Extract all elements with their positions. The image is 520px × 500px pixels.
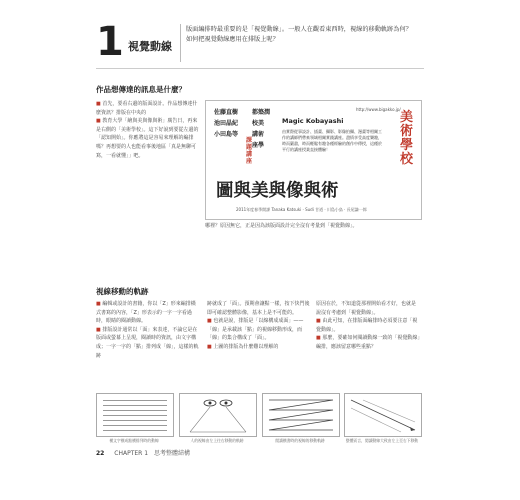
zigzag-diagram (263, 394, 339, 436)
chapter-label: CHAPTER 1 思考整體結構 (114, 450, 191, 457)
paragraph: ■ 編輯或設計的書籍，你以「Z」形來編排橫式書寫的內容，「Z」形表示的一字一字看過時，眼睛的閱讀動線。 (96, 301, 196, 325)
book-cover-image (205, 100, 422, 220)
header-rule (96, 68, 424, 69)
chapter-number: 1 (96, 19, 124, 65)
section-title-eye-movement: 視線移動的軌跡 (96, 287, 149, 296)
cover-english-name: Magic Kobayashi (282, 117, 344, 125)
figure-zigzag (262, 393, 340, 437)
cover-school-title: 美術學校 (400, 110, 414, 167)
header-divider (180, 24, 181, 62)
figure-caption: 閱讀橫書時的視線的移動軌跡 (275, 438, 325, 443)
page-number: 22 (96, 450, 105, 457)
paragraph: ■ 首先，要看右邊的版面設計。作品想傳達什麼資訊？排版在中央的 (96, 101, 198, 116)
section2-column-3 (316, 300, 420, 352)
paragraph: ■ 教育大學「繪與美與像與術」廣告日，再來是右側的「美術學校」。這下好說到要從左邊的「認知開始」。你應將這是容易來理解的編排嗎？再想要的人也能看事後地區「真是無聊可寫，一看就懂」」吧。 (96, 118, 199, 159)
figure-caption: 人的視線由左上往右移動的軌跡 (190, 438, 244, 443)
paragraph: ■ 由此可知，在排版面編排時必須要注意「視覺動線」。 (316, 318, 418, 333)
page-footer (96, 448, 190, 457)
chapter-title: 視覺動線 (128, 40, 172, 53)
figure-text-grid (96, 393, 174, 437)
paragraph: 原因在於，不知道從那裡開始看才好，也就是說沒有考慮到「視覺動線」。 (316, 301, 417, 316)
figure-strip (96, 393, 420, 441)
section2-column-1 (96, 300, 200, 360)
paragraph: ■ 上圖的排版為什麼難以理解的 (207, 343, 279, 350)
figure-caption: 整體而言，閱讀動線大致由左上至右下移動 (345, 438, 419, 443)
chapter-intro: 版面編排時最重要的是「視覺動線」。一般人在觀看東西時，視線的移動軌跡為何？如何把視覺動線應用在排版上呢？ (186, 26, 412, 43)
cover-vertical-label: 課題講座 (246, 137, 253, 165)
section2-column-2 (207, 300, 311, 352)
paragraph: ■ 那麼，要確如何閱讀動線一致的「視覺動線」編排，應該留意哪些重點？ (316, 335, 420, 350)
section1-column (96, 100, 200, 160)
cover-names-a: 佐藤直樹 池田晶紀 小田島等 (214, 109, 239, 138)
diagonal-diagram (345, 394, 421, 436)
cover-explanation: 哪裡？原因無它，正是因為該版面設計完全沒有考量到「視覺動線」。 (205, 223, 358, 229)
figure-eye-movement (179, 393, 257, 437)
cover-names-b: 都築潤 校美 講術 座學 (252, 109, 271, 149)
cover-url: http://www.bigakko.jp/ (356, 107, 401, 112)
eye-diagram (180, 394, 256, 436)
cover-footer: 2011年度春季開課 Tanaka Katsuki · Sudi 甘道 · 川島小鳥 · 長尾謙一郎 (236, 207, 367, 212)
paragraph: ■ 排版設計通常以「面」來表達，不論它是在版面或螢幕上呈現，閱讀時的資訊，由文字構成；一字一字的「點」排列成「線」，這樣的軌跡 (96, 326, 199, 359)
section-title-message: 作品想傳達的訊息是什麼？ (96, 85, 186, 94)
dot-grid-diagram (97, 394, 173, 436)
figure-caption: 橫文字橫成點橫排列時的動線 (109, 438, 159, 443)
paragraph: 跡就成了「面」。預期會讓點一樣，按下快門後即可確認整體影像，基本上是不可能的。 (207, 301, 310, 316)
paragraph: ■ 也就是說，排版是「以線構成成面」——「線」是承載該「點」的視線移動形成，而「線」的集合構成了「面」。 (207, 318, 304, 342)
cover-main-title: 圖與美與像與術 (216, 181, 339, 201)
cover-body-text: 由實際從事設計、插畫、攝影、影像拍攝、漫畫等相關工作的講師們帶來領域相關實踐講座。盡情享受高度樂趣，時而嚴肅，時而輕鬆有趣各種經驗的創作中傳授，這種於平行的講座授業直接體驗！ (282, 129, 382, 152)
figure-diagonal (344, 393, 422, 437)
